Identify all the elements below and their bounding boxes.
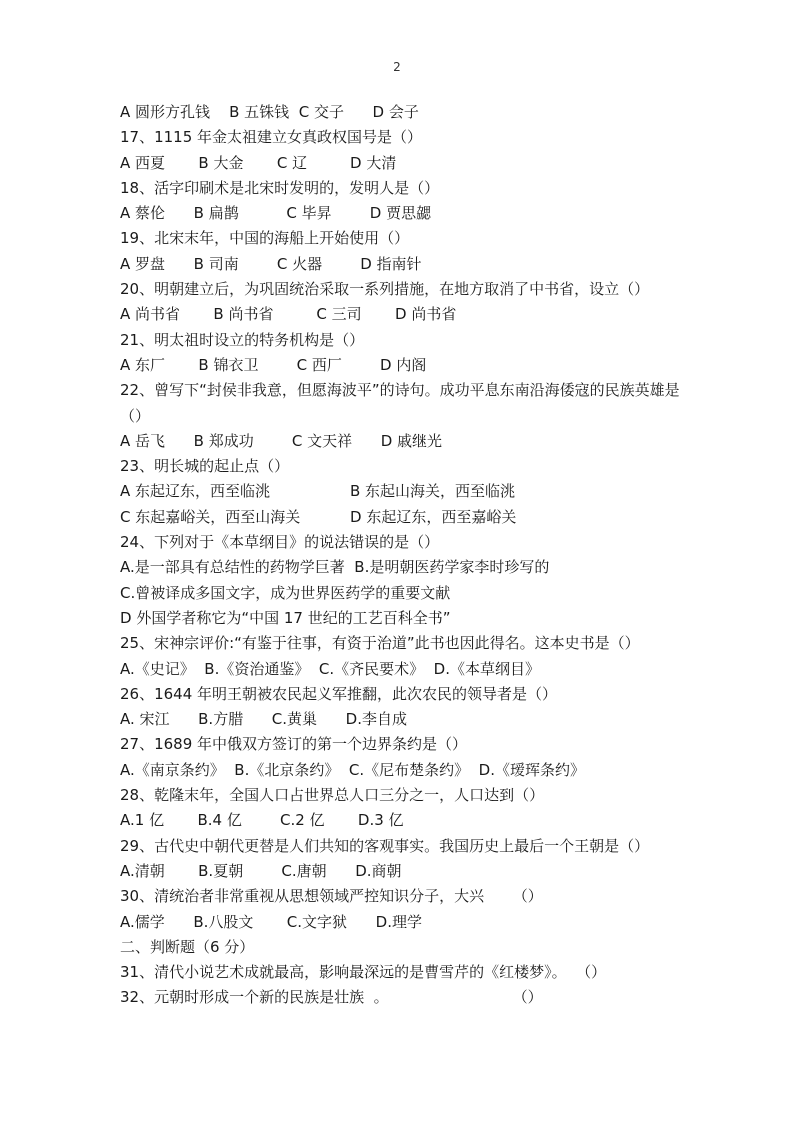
q21-options: A 东厂 B 锦衣卫 C 西厂 D 内阁 [120, 355, 427, 374]
q26-stem: 26、1644 年明王朝被农民起义军推翻，此次农民的领导者是（） [120, 684, 558, 703]
q25-options: A.《史记》 B.《资治通鉴》 C.《齐民要术》 D.《本草纲目》 [120, 659, 540, 678]
q31-stem: 31、清代小说艺术成就最高，影响最深远的是曹雪芹的《红楼梦》。 （） [120, 963, 607, 982]
q23-option-a: A 东起辽东，西至临洮 [120, 482, 271, 501]
question-list [120, 100, 690, 1011]
q30-stem: 30、清统治者非常重视从思想领域严控知识分子，大兴 （） [120, 887, 543, 906]
q28-options: A.1 亿 B.4 亿 C.2 亿 D.3 亿 [120, 811, 404, 830]
q19-stem: 19、北宋末年，中国的海船上开始使用（） [120, 229, 410, 248]
q25-stem: 25、宋神宗评价:“有鉴于往事，有资于治道”此书也因此得名。这本史书是（） [120, 634, 640, 653]
q18-stem: 18、活字印刷术是北宋时发明的，发明人是（） [120, 178, 440, 197]
q23-options-row2 [120, 505, 690, 530]
q22-stem: 22、曾写下“封侯非我意，但愿海波平”的诗句。成功平息东南沿海倭寇的民族英雄是（） [120, 381, 680, 425]
section-heading-true-false: 二、判断题（6 分） [120, 937, 255, 956]
q24-option-c: C.曾被译成多国文字，成为世界医药学的重要文献 [120, 583, 451, 602]
q17-options: A 西夏 B 大金 C 辽 D 大清 [120, 153, 397, 172]
q26-options: A. 宋江 B.方腊 C.黄巢 D.李自成 [120, 710, 407, 729]
q24-stem: 24、下列对于《本草纲目》的说法错误的是（） [120, 533, 440, 552]
q21-stem: 21、明太祖时设立的特务机构是（） [120, 330, 365, 349]
q27-stem: 27、1689 年中俄双方签订的第一个边界条约是（） [120, 735, 468, 754]
q17-stem: 17、1115 年金太祖建立女真政权国号是（） [120, 128, 423, 147]
q24-option-ab: A.是一部具有总结性的药物学巨著 B.是明朝医药学家李时珍写的 [120, 558, 550, 577]
q30-options: A.儒学 B.八股文 C.文字狱 D.理学 [120, 912, 422, 931]
page-number: 2 [393, 60, 401, 74]
q23-option-c: C 东起嘉峪关，西至山海关 [120, 507, 301, 526]
q23-option-b: B 东起山海关，西至临洮 [350, 482, 516, 501]
q24-option-d: D 外国学者称它为“中国 17 世纪的工艺百科全书” [120, 608, 451, 627]
q16-options: A 圆形方孔钱 B 五铢钱 C 交子 D 会子 [120, 103, 419, 121]
q23-options-row1 [120, 479, 690, 504]
q20-stem: 20、明朝建立后，为巩固统治采取一系列措施，在地方取消了中书省，设立（） [120, 280, 650, 299]
q29-stem: 29、古代史中朝代更替是人们共知的客观事实。我国历史上最后一个王朝是（） [120, 836, 650, 855]
q32-stem: 32、元朝时形成一个新的民族是壮族 。 （） [120, 988, 543, 1007]
q22-options: A 岳飞 B 郑成功 C 文天祥 D 戚继光 [120, 431, 443, 450]
q23-option-d: D 东起辽东，西至嘉峪关 [350, 507, 517, 526]
q18-options: A 蔡伦 B 扁鹊 C 毕昇 D 贾思勰 [120, 204, 432, 223]
q19-options: A 罗盘 B 司南 C 火器 D 指南针 [120, 254, 422, 273]
q28-stem: 28、乾隆末年，全国人口占世界总人口三分之一，人口达到（） [120, 786, 545, 805]
q20-options: A 尚书省 B 尚书省 C 三司 D 尚书省 [120, 305, 457, 324]
q23-stem: 23、明长城的起止点（） [120, 457, 290, 476]
q27-options: A.《南京条约》 B.《北京条约》 C.《尼布楚条约》 D.《瑷珲条约》 [120, 760, 585, 779]
q29-options: A.清朝 B.夏朝 C.唐朝 D.商朝 [120, 861, 402, 880]
